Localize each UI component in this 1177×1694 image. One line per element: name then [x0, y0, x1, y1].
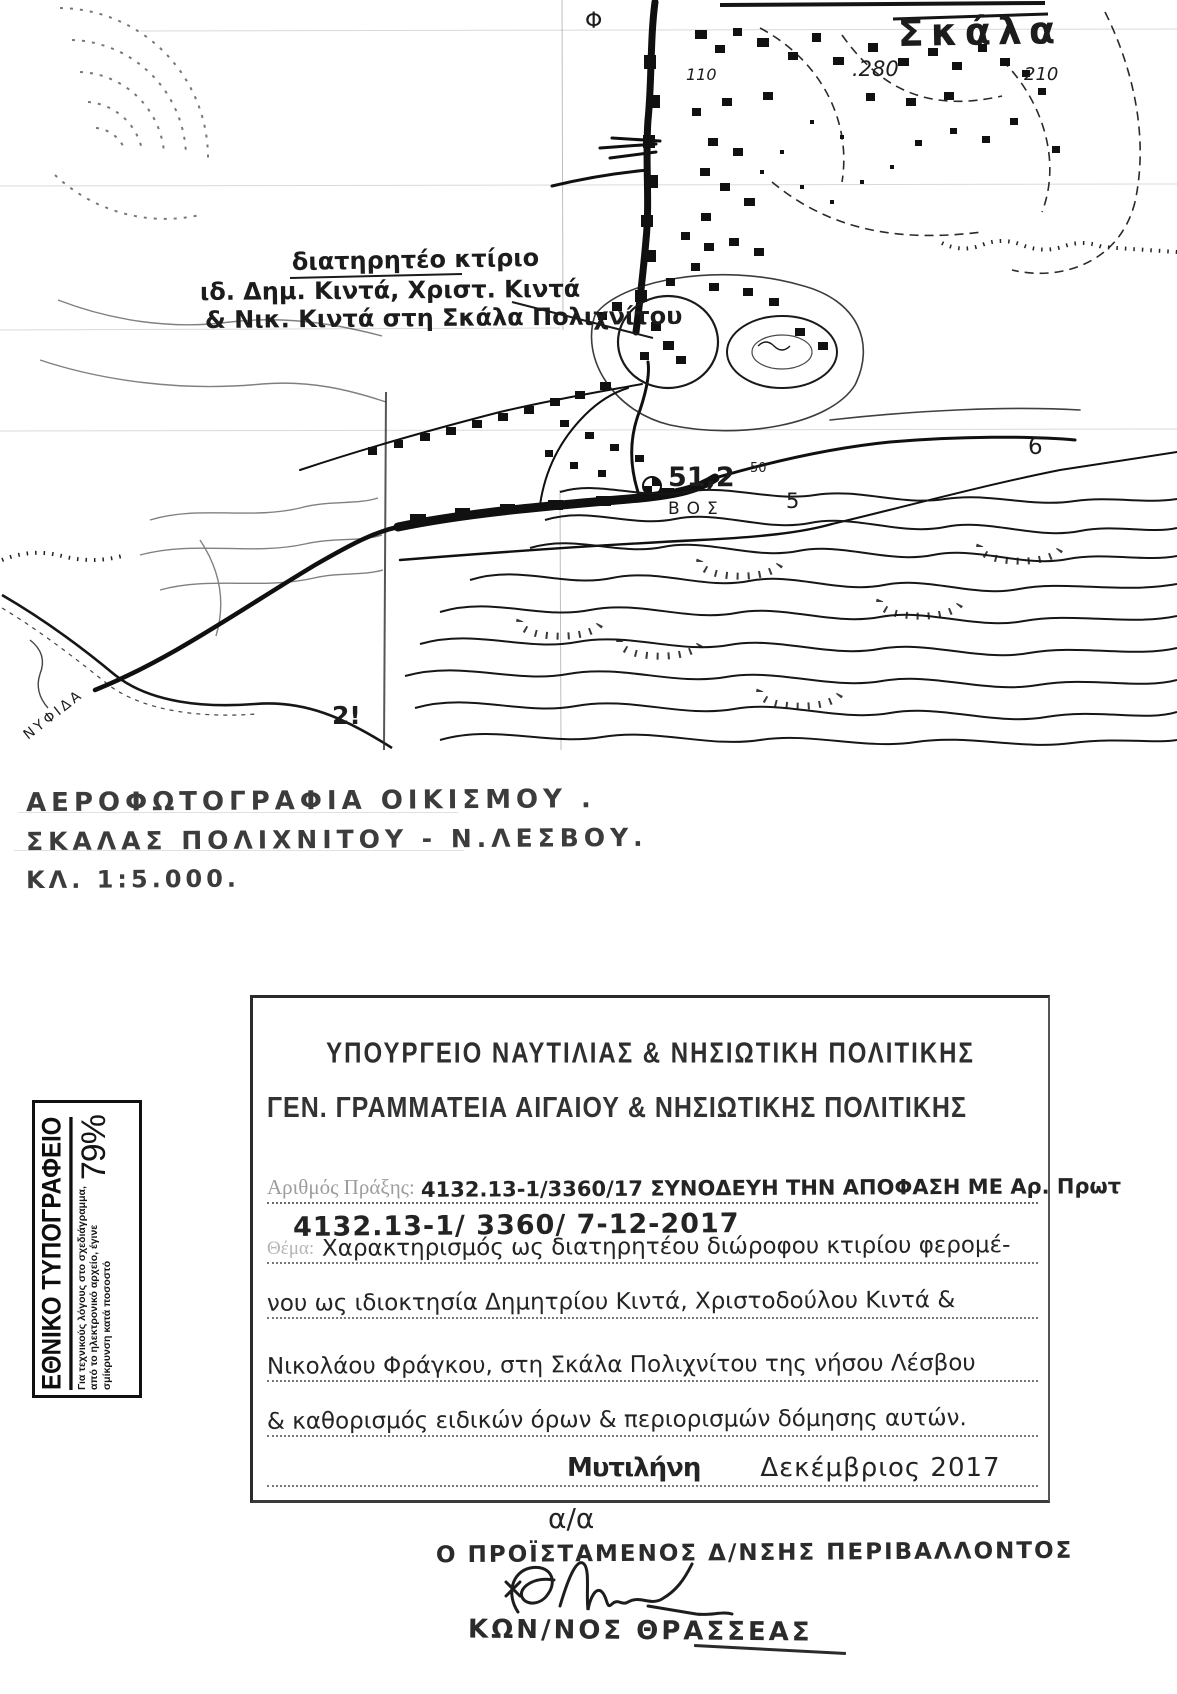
- date-row: [267, 1433, 1038, 1487]
- caption-line2: ΣΚΑΛΑΣ ΠΟΛΙΧΝΙΤΟΥ - Ν.ΛΕΣΒΟΥ.: [25, 822, 648, 857]
- date-place: Μυτιλήνη: [567, 1453, 701, 1483]
- map-label-skala: Σκάλα: [897, 8, 1063, 55]
- subject-row-1: [267, 1210, 1038, 1264]
- printing-office-stamp: [32, 1100, 142, 1398]
- map-label-50: 50: [750, 461, 767, 476]
- subject-row-2: [267, 1265, 1038, 1319]
- secretariat-header: ΓΕΝ. ΓΡΑΜΜΑΤΕΙΑ ΑΙΓΑΙΟΥ & ΝΗΣΙΩΤΙΚΗΣ ΠΟΛΙΤΙΚΗΣ: [267, 1091, 967, 1125]
- scan-artifact-lines: [0, 29, 1177, 431]
- act-number-row: [267, 1150, 1122, 1204]
- map-annotation-line1: διατηρητέο κτίριο: [291, 243, 540, 276]
- subject-row-3: [267, 1328, 1038, 1382]
- note-line2: από το ηλεκτρονικό αρχείο, έγινε: [88, 1224, 101, 1390]
- ministry-header: ΥΠΟΥΡΓΕΙΟ ΝΑΥΤΙΛΙΑΣ & ΝΗΣΙΩΤΙΚΗ ΠΟΛΙΤΙΚΗΣ: [326, 1037, 975, 1070]
- map-label-nyfida: ΝΥΦΙΔΑ: [20, 686, 87, 744]
- map-label-6: 6: [1028, 434, 1043, 460]
- map-annotation-line3: & Νικ. Κιντά στη Σκάλα Πολιχνίτου: [204, 301, 683, 334]
- act-number-value: 4132.13-1/3360/17 ΣΥΝΟΔΕΥΗ ΤΗΝ ΑΠΟΦΑΣΗ ΜΕ Αρ. Πρωτ: [420, 1174, 1122, 1202]
- ministry-stamp-box: [250, 995, 1122, 1503]
- map-label-elev512: 51,2: [668, 462, 735, 493]
- printing-office-note-row: [75, 1108, 114, 1390]
- caption-line3: ΚΛ. 1:5.000.: [25, 864, 241, 895]
- note-line1: Για τεχνικούς λόγους στο σχεδιάγραμμα,: [75, 1186, 88, 1390]
- map-aerial-sketch: [0, 0, 1177, 752]
- map-label-elev110: 110: [686, 65, 717, 84]
- signatory-name: ΚΩΝ/ΝΟΣ ΘΡΑΣΣΕΑΣ: [467, 1614, 813, 1648]
- map-label-bos: ΒΟΣ: [668, 499, 725, 519]
- map-annotation-line2: ιδ. Δημ. Κιντά, Χριστ. Κιντά: [199, 274, 581, 306]
- subject-row-4: [267, 1383, 1038, 1437]
- map-caption: [25, 784, 648, 895]
- act-number-label: Αριθμός Πράξης:: [267, 1175, 415, 1199]
- note-line3: σμίκρυνση κατά ποσοστό: [100, 1260, 113, 1390]
- nw-contours: [40, 300, 386, 636]
- corner-arc-pattern: [55, 8, 208, 219]
- map-label-5: 5: [786, 489, 800, 513]
- printing-office-note: [76, 1186, 114, 1390]
- subject-line1: Χαρακτηρισμός ως διατηρητέου διώροφου κτιρίου φερομέ-: [322, 1232, 1011, 1262]
- subject-line2: νου ως ιδιοκτησία Δημητρίου Κιντά, Χριστοδούλου Κιντά &: [266, 1287, 956, 1317]
- act-number-value2: 4132.13-1/ 3360/ 7-12-2017: [292, 1208, 740, 1243]
- printing-office-stamp-content: [39, 1108, 135, 1390]
- subject-line4: & καθορισμός ειδικών όρων & περιορισμών δόμησης αυτών.: [266, 1405, 967, 1435]
- road-network: [95, 2, 1177, 690]
- map-label-phi: Φ: [585, 9, 603, 34]
- by-proxy-mark: α/α: [548, 1502, 595, 1535]
- date-rest: Δεκέμβριος 2017: [760, 1453, 1001, 1483]
- caption-line1: ΑΕΡΟΦΩΤΟΓΡΑΦΙΑ ΟΙΚΙΣΜΟΥ .: [25, 784, 596, 819]
- map-label-elev280: .280: [852, 57, 899, 81]
- contour-hachures: [520, 545, 1060, 706]
- subject-line3: Νικολάου Φράγκου, στη Σκάλα Πολιχνίτου της νήσου Λέσβου: [266, 1350, 976, 1380]
- signatory-title: Ο ΠΡΟΪΣΤΑΜΕΝΟΣ Δ/ΝΣΗΣ ΠΕΡΙΒΑΛΛΟΝΤΟΣ: [435, 1537, 1074, 1569]
- map-labels: [21, 8, 1063, 743]
- printing-office-title: ΕΘΝΙΚΟ ΤΥΠΟΓΡΑΦΕΙΟ: [37, 1117, 72, 1390]
- map-label-elev210: 210: [1024, 64, 1059, 85]
- map-label-2: 2!: [332, 701, 361, 730]
- reduction-percent: 79%: [75, 1115, 113, 1181]
- dotted-boundary: [2, 241, 1177, 560]
- contour-lines: [405, 488, 1177, 745]
- subject-label: Θέμα:: [267, 1238, 315, 1259]
- fold-lines: [384, 0, 563, 750]
